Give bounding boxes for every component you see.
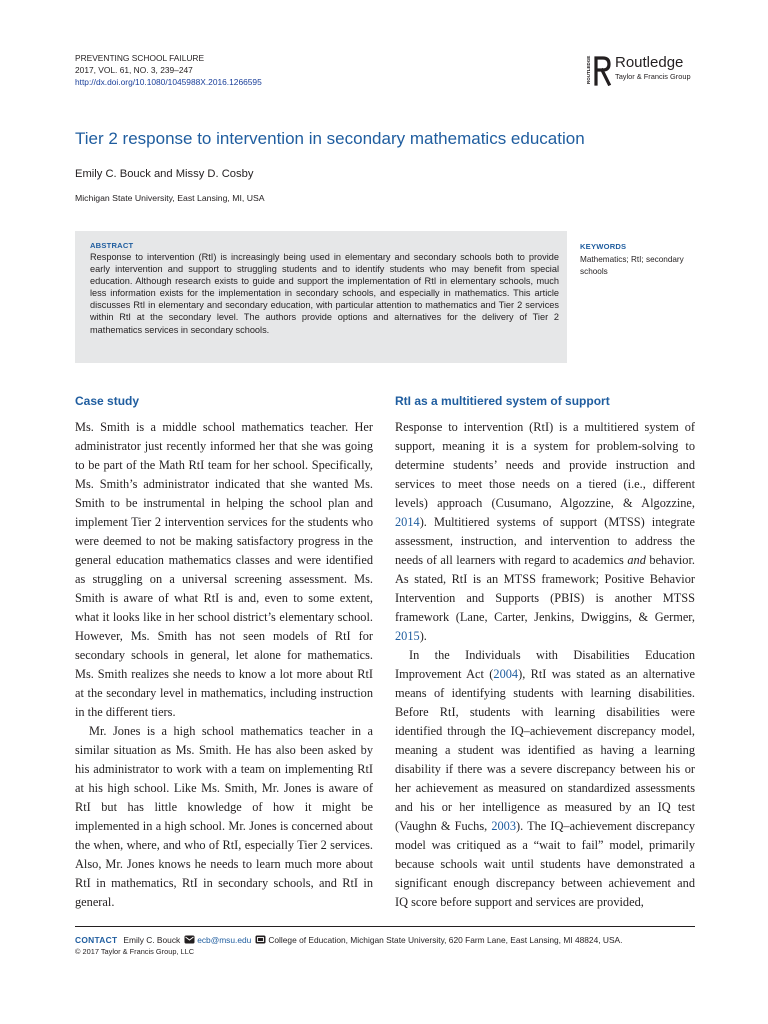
paragraph [395, 418, 695, 646]
text-run: Response to intervention (RtI) is a multitiered system of support, meaning it is a system for problem-solving to determine students’ needs and provide instruction and services to meet those needs on a tiered (i.e., different levels) approach (Cusumano, Algozzine, & Algozzine, [395, 420, 695, 510]
paragraph [395, 646, 695, 912]
paragraph: Mr. Jones is a high school mathematics teacher in a similar situation as Ms. Smith. He has also been asked by his administrator to work with a team on implementing RtI at his high school. Like Ms. Smith, Mr. Jones is aware of RtI but has little knowledge of how it might be implemented in a high school. Mr. Jones is concerned about the when, where, and who of RtI, especially Tier 2 services. Also, Mr. Jones knows he needs to learn much more about RtI in mathematics, RtI in secondary schools, and RtI in general. [75, 724, 373, 909]
citation-link[interactable]: 2004 [493, 667, 519, 681]
article-title: Tier 2 response to intervention in secondary mathematics education [75, 129, 585, 148]
email-icon [184, 935, 195, 944]
journal-issue: 2017, VOL. 61, NO. 3, 239–247 [75, 65, 193, 75]
publisher-subtitle: Taylor & Francis Group [615, 72, 691, 81]
contact-email[interactable]: ecb@msu.edu [197, 935, 252, 945]
routledge-logo-icon [592, 54, 612, 86]
abstract-text: Response to intervention (RtI) is increasingly being used in elementary and secondary schools both to provide early intervention and support to struggling students and to identify students who may benefit from special education. Although research exists to guide and support the implementation of RtI in elementary schools, much less information exists for the implementation in secondary schools, and especially in mathematics. This article discusses RtI in elementary and secondary education, with particular attention to mathematics and Tier 2 services within RtI at the secondary level. The authors provide options and alternatives for the delivery of Tier 2 mathematics services in secondary schools. [90, 252, 559, 335]
keywords-heading: KEYWORDS [580, 242, 627, 251]
citation-link[interactable]: 2014 [395, 515, 420, 529]
keywords-text: Mathematics; RtI; secondary schools [580, 255, 684, 276]
routledge-side-text [584, 55, 592, 85]
text-run: behavior. As stated, RtI is an MTSS framework; Positive Behavior Intervention and Supports (PBIS) is another MTSS framework (Lane, Carter, Jenkins, Dwiggins, & Germer, [395, 553, 695, 624]
article-affiliation: Michigan State University, East Lansing, MI, USA [75, 193, 265, 203]
text-run: ), RtI was stated as an alternative means of identifying students with learning disabilities. Before RtI, students with learning disabilities were identified through the IQ–achievement discrepancy model, meaning a student was identified as having a learning disability if there was a severe discrepancy between his or her achievement as measured on standardized assessments and his or her intelligence as measured by an IQ test (Vaughn & Fuchs, [395, 667, 696, 833]
citation-link[interactable]: 2003 [491, 819, 517, 833]
contact-line [75, 934, 622, 946]
publisher-logo [584, 52, 704, 88]
svg-text:ROUTLEDGE: ROUTLEDGE [586, 55, 591, 84]
right-column [395, 418, 695, 912]
publisher-brand: Routledge [615, 54, 684, 71]
text-run: In the Individuals with Disabilities Education Improvement Act ( [395, 648, 695, 681]
left-column [75, 418, 373, 912]
abstract-box [75, 231, 567, 363]
section-heading-case-study: Case study [75, 394, 140, 408]
journal-header [75, 52, 262, 88]
abstract-heading: ABSTRACT [90, 241, 134, 250]
copyright: © 2017 Taylor & Francis Group, LLC [75, 947, 195, 956]
doi-link[interactable]: http://dx.doi.org/10.1080/1045988X.2016.1266595 [75, 77, 262, 87]
paragraph: Ms. Smith is a middle school mathematics teacher. Her administrator just recently informed her that she was going to be part of the Math RtI team for her school. Specifically, Ms. Smith’s administrator indicated that she wanted Ms. Smith to be instrumental in helping the school plan and implement Tier 2 intervention services for the students who were deemed to not be making satisfactory progress in the general education mathematics classes and were identified as struggling on a universal screening assessment. Ms. Smith is aware of what RtI is and, even to some extent, what it looks like in her school district’s elementary school. However, Ms. Smith has not seen models of RtI for secondary schools in general, let alone for mathematics. Ms. Smith realizes she needs to know a lot more about RtI at the secondary level in mathematics, including instruction in the different tiers. [75, 420, 373, 719]
contact-name: Emily C. Bouck [123, 935, 181, 945]
contact-label: CONTACT [75, 935, 118, 945]
article-authors: Emily C. Bouck and Missy D. Cosby [75, 168, 254, 180]
contact-address: College of Education, Michigan State University, 620 Farm Lane, East Lansing, MI 48824, USA. [268, 935, 623, 945]
footer-divider [75, 926, 695, 927]
journal-name: PREVENTING SCHOOL FAILURE [75, 53, 205, 63]
citation-link[interactable]: 2015 [395, 629, 420, 643]
text-run: ). The IQ–achievement discrepancy model was critiqued as a “wait to fail” model, primarily because schools wait until students have demonstrated a significant enough discrepancy between achievement and IQ score before support and services are provided, [395, 819, 696, 909]
section-heading-rti-multitiered: RtI as a multitiered system of support [395, 394, 610, 408]
emphasis: and [627, 553, 646, 567]
text-run: ). [419, 629, 427, 643]
text-run: ). Multitiered systems of support (MTSS) integrate assessment, instruction, and intervention to address the needs of all learners with regard to academics [395, 515, 695, 567]
address-icon [255, 935, 266, 944]
